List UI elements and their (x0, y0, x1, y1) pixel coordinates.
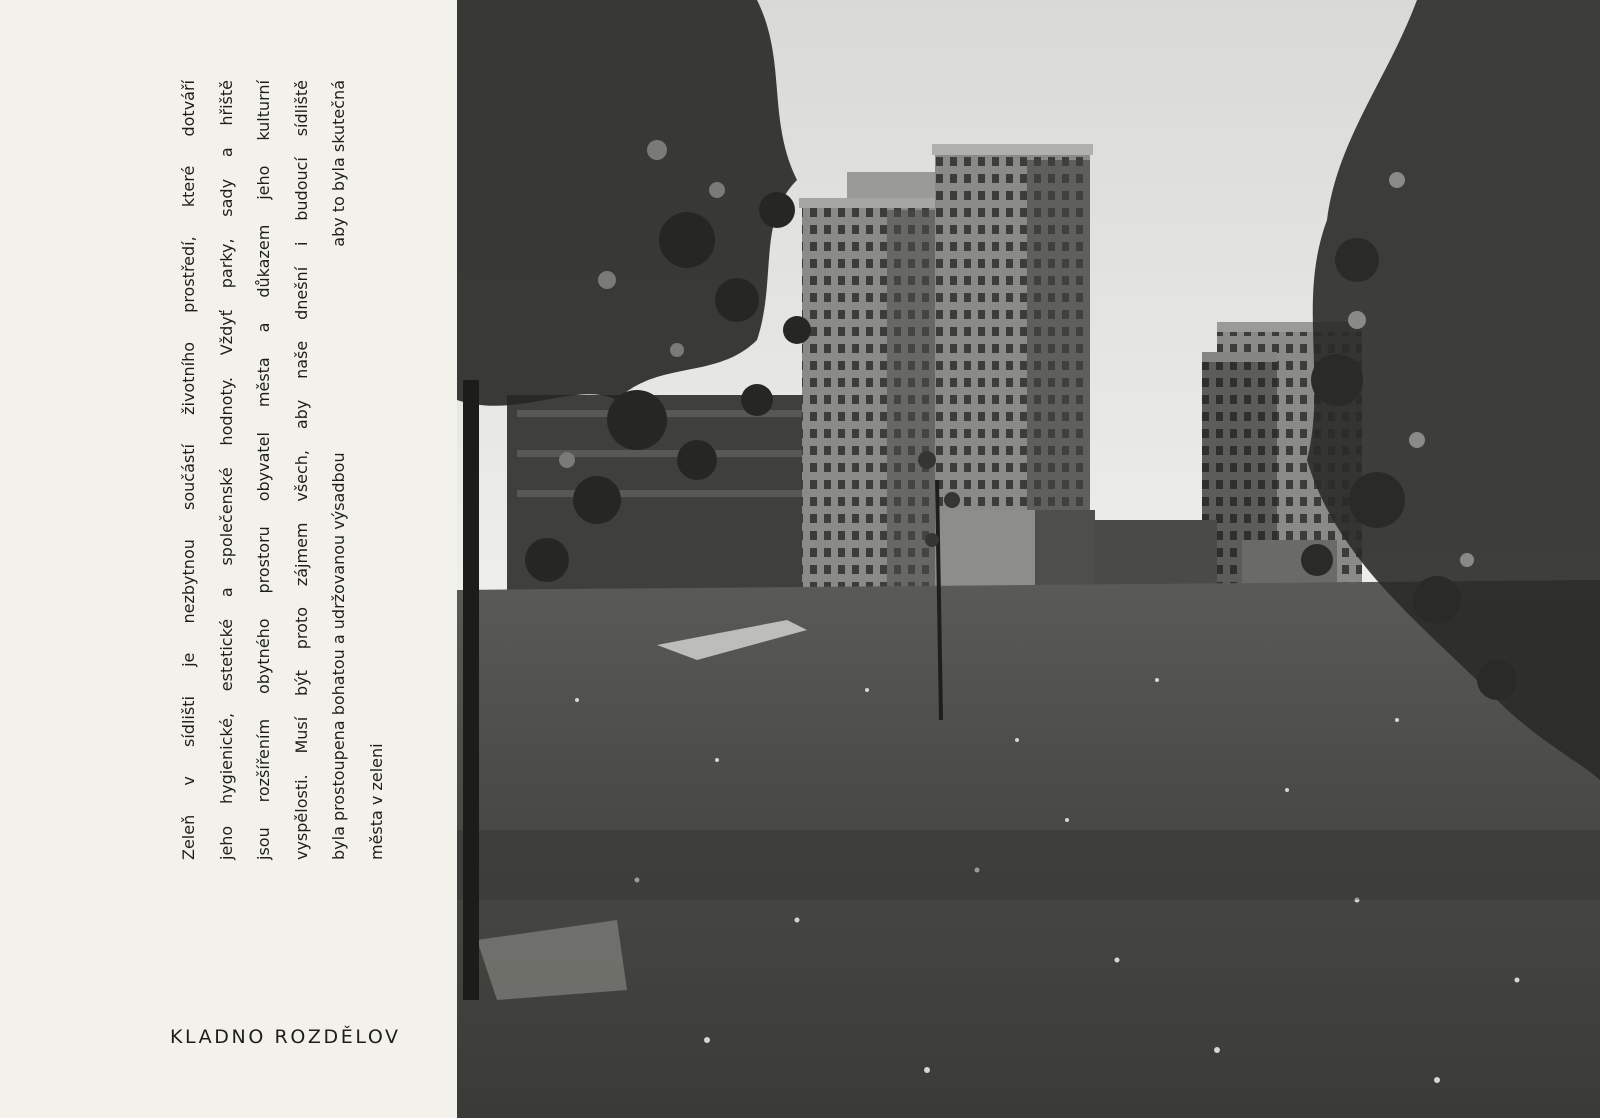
estate-photograph (457, 0, 1600, 1118)
photo-illustration (457, 0, 1600, 1118)
caption-line: Zeleň v sídlišti je nezbytnou součástí životního prostředí, které dotváří (179, 80, 198, 860)
caption-line-part: byla prostoupena bohatou a udržovanou výsadbou (329, 452, 348, 860)
caption-line-split (320, 80, 358, 860)
caption-line: vyspělosti. Musí být proto zájmem všech, aby naše dnešní i budoucí sídliště (291, 80, 311, 860)
text-panel (0, 0, 457, 1118)
caption-line: jsou rozšířením obytného prostoru obyvatel města a důkazem jeho kulturní (254, 80, 273, 860)
place-name: KLADNO ROZDĚLOV (170, 1026, 401, 1048)
caption-paragraph (170, 80, 395, 860)
caption-line-part: aby to byla skutečná (329, 80, 348, 247)
caption-line: jeho hygienické, estetické a společenské hodnoty. Vždyť parky, sady a hřiště (216, 80, 236, 860)
caption-line: města v zeleni (366, 743, 386, 860)
main-tower-group (799, 144, 1095, 595)
meadow-shadow (457, 830, 1600, 900)
